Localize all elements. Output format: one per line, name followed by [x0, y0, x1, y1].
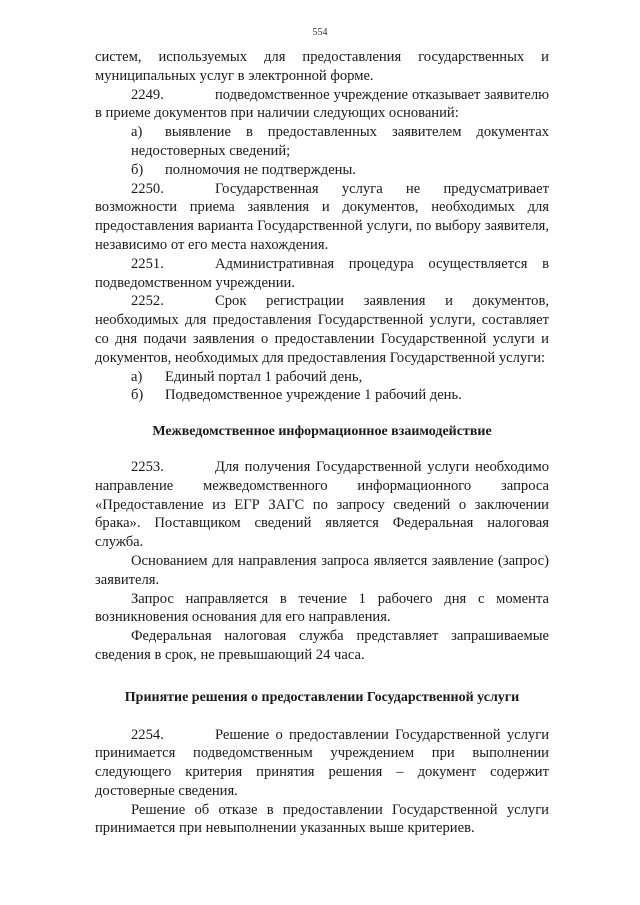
- list-item-a2: [95, 368, 549, 387]
- paragraph-2252: [95, 292, 549, 367]
- paragraph-2250: [95, 180, 549, 255]
- paragraph-2253: [95, 458, 549, 552]
- clause-text: подведомственное учреждение отказывает заявителю в приеме документов при наличии следующих оснований:: [95, 86, 549, 122]
- list-marker: б): [131, 161, 144, 178]
- clause-text: Государственная услуга не предусматривает возможности приема заявления и документов, необходимых для предоставления варианта Государственной услуги, по выбору заявителя, независимо от его места нахождения.: [95, 180, 549, 253]
- list-marker: а): [131, 124, 143, 141]
- clause-number: 2249.: [131, 86, 164, 103]
- clause-number: 2254.: [131, 726, 164, 743]
- clause-text: Решение о предоставлении Государственной услуги принимается подведомственным учреждением при выполнении следующего критерия принятия решения – документ содержит достоверные сведения.: [95, 726, 549, 799]
- list-item-text: Единый портал 1 рабочий день,: [165, 368, 363, 385]
- list-item-a: [95, 123, 549, 161]
- list-item-text: Подведомственное учреждение 1 рабочий день.: [165, 387, 462, 404]
- clause-number: 2251.: [131, 255, 164, 272]
- clause-number: 2253.: [131, 458, 164, 475]
- list-item-b: [95, 161, 549, 180]
- list-item-text: выявление в предоставленных заявителем документах недостоверных сведений;: [131, 124, 549, 159]
- paragraph-request: Запрос направляется в течение 1 рабочего дня с момента возникновения основания для его направления.: [95, 590, 549, 626]
- list-item-text: полномочия не подтверждены.: [165, 161, 356, 178]
- paragraph-basis: Основанием для направления запроса является заявление (запрос) заявителя.: [95, 552, 549, 588]
- page-number: 554: [312, 27, 328, 38]
- clause-text: Срок регистрации заявления и документов, необходимых для предоставления Государственной услуги, составляет со дня подачи заявления о предоставлении Государственной услуги и документов, необходимых для предоставления Государственной услуги:: [95, 293, 549, 366]
- section-heading-interagency: Межведомственное информационное взаимодействие: [152, 424, 492, 440]
- paragraph-continuation: систем, используемых для предоставления государственных и муниципальных услуг в электронной форме.: [95, 49, 549, 84]
- paragraph-2251: [95, 255, 549, 293]
- clause-number: 2252.: [131, 293, 164, 310]
- paragraph-2249: [95, 86, 549, 124]
- section-heading-decision: Принятие решения о предоставлении Государственной услуги: [124, 689, 520, 705]
- clause-text: Административная процедура осуществляется в подведомственном учреждении.: [95, 255, 549, 291]
- paragraph-fns: Федеральная налоговая служба представляет запрашиваемые сведения в срок, не превышающий 24 часа.: [95, 628, 549, 663]
- list-marker: б): [131, 387, 144, 404]
- list-item-b2: [95, 386, 549, 405]
- paragraph-refusal: Решение об отказе в предоставлении Государственной услуги принимается при невыполнении указанных выше критериев.: [95, 801, 549, 837]
- clause-number: 2250.: [131, 180, 164, 197]
- list-marker: а): [131, 368, 143, 385]
- document-body: [95, 48, 549, 838]
- paragraph-2254: [95, 726, 549, 801]
- clause-text: Для получения Государственной услуги необходимо направление межведомственного информационного запроса «Предоставление из ЕГР ЗАГС по запросу сведений о заключении брака». Поставщиком сведений является Федеральная налоговая служба.: [95, 458, 549, 551]
